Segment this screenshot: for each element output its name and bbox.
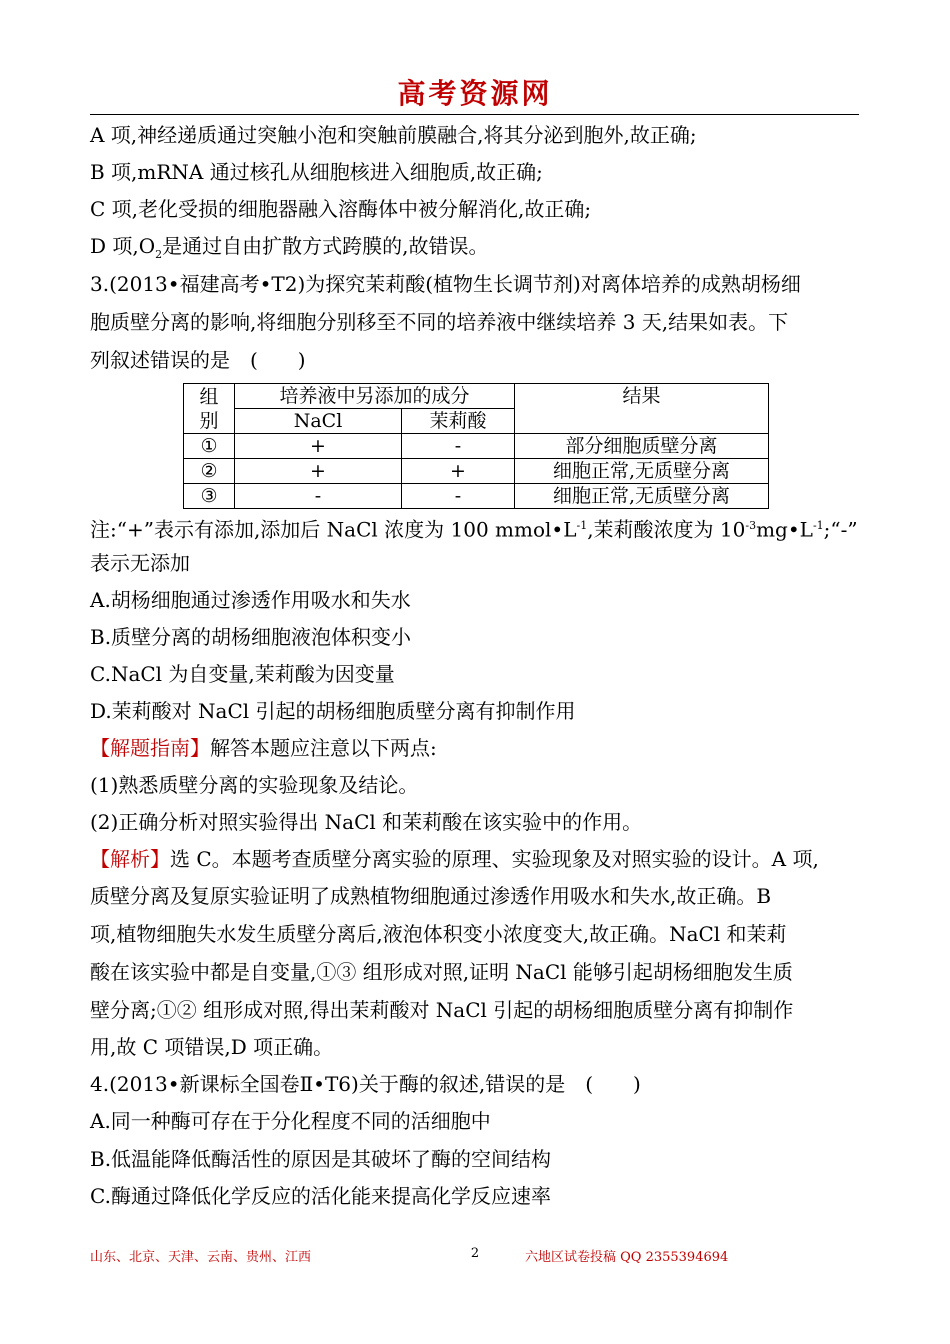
question-4-option-a: A.同一种酶可存在于分化程度不同的活细胞中 bbox=[90, 1109, 491, 1133]
question-3-line-3: 列叙述错误的是 ( ) bbox=[90, 348, 306, 372]
analysis-line-2: 质壁分离及复原实验证明了成熟植物细胞通过渗透作用吸水和失水,故正确。B bbox=[90, 884, 772, 908]
table-row bbox=[184, 484, 769, 509]
answer-line-a: A 项,神经递质通过突触小泡和突触前膜融合,将其分泌到胞外,故正确; bbox=[90, 123, 697, 147]
analysis-line-3: 项,植物细胞失水发生质壁分离后,液泡体积变小浓度变大,故正确。NaCl 和茉莉 bbox=[90, 922, 787, 946]
table-note-line-1 bbox=[90, 512, 860, 544]
guide-tag: 【解题指南】 bbox=[90, 736, 210, 760]
footer-contact: 六地区试卷投稿 QQ 2355394694 bbox=[525, 1250, 729, 1265]
analysis-line-6: 用,故 C 项错误,D 项正确。 bbox=[90, 1035, 334, 1059]
table-row bbox=[184, 434, 769, 459]
answer-d-prefix: D 项,O bbox=[90, 234, 156, 258]
question-4-option-b: B.低温能降低酶活性的原因是其破坏了酶的空间结构 bbox=[90, 1147, 552, 1171]
site-logo: 高考资源网 bbox=[397, 77, 553, 110]
note-part-3: mg•L bbox=[756, 517, 813, 542]
answer-line-b: B 项,mRNA 通过核孔从细胞核进入细胞质,故正确; bbox=[90, 160, 543, 184]
note-part-2: ,茉莉酸浓度为 10 bbox=[587, 517, 746, 542]
table-note-line-2: 表示无添加 bbox=[90, 551, 190, 575]
row-nacl: - bbox=[235, 484, 402, 509]
answer-line-d bbox=[90, 232, 860, 269]
row-nacl: + bbox=[235, 459, 402, 484]
table-header-group bbox=[184, 384, 235, 434]
row-jasmonic: - bbox=[402, 484, 515, 509]
analysis-tag: 【解析】 bbox=[90, 847, 170, 871]
footer-regions: 山东、北京、天津、云南、贵州、江西 bbox=[90, 1250, 312, 1265]
note-part-1: 注:“+”表示有添加,添加后 NaCl 浓度为 100 mmol•L bbox=[90, 517, 577, 542]
row-result: 细胞正常,无质壁分离 bbox=[515, 484, 769, 509]
oxygen-subscript: 2 bbox=[155, 248, 163, 261]
header-divider bbox=[90, 114, 859, 115]
row-group: ② bbox=[184, 459, 235, 484]
guide-line bbox=[90, 734, 860, 762]
table-header-result: 结果 bbox=[515, 384, 769, 434]
guide-text: 解答本题应注意以下两点: bbox=[210, 736, 437, 760]
question-4: 4.(2013•新课标全国卷Ⅱ•T6)关于酶的叙述,错误的是 ( ) bbox=[90, 1072, 641, 1096]
row-result: 细胞正常,无质壁分离 bbox=[515, 459, 769, 484]
group-label-1: 组 bbox=[199, 385, 219, 408]
table-header-jasmonic: 茉莉酸 bbox=[402, 409, 515, 434]
table-header-added: 培养液中另添加的成分 bbox=[235, 384, 515, 409]
option-c: C.NaCl 为自变量,茉莉酸为因变量 bbox=[90, 662, 395, 686]
note-part-4: ;“-” bbox=[823, 517, 858, 542]
row-jasmonic: + bbox=[402, 459, 515, 484]
analysis-line-1 bbox=[90, 845, 860, 873]
answer-line-c: C 项,老化受损的细胞器融入溶酶体中被分解消化,故正确; bbox=[90, 197, 592, 221]
note-sup-3: -1 bbox=[812, 519, 824, 532]
analysis-line-5: 壁分离;①② 组形成对照,得出茉莉酸对 NaCl 引起的胡杨细胞质壁分离有抑制作 bbox=[90, 998, 794, 1022]
analysis-line-4: 酸在该实验中都是自变量,①③ 组形成对照,证明 NaCl 能够引起胡杨细胞发生质 bbox=[90, 960, 793, 984]
answer-d-suffix: 是通过自由扩散方式跨膜的,故错误。 bbox=[162, 234, 489, 258]
question-4-option-c: C.酶通过降低化学反应的活化能来提高化学反应速率 bbox=[90, 1184, 551, 1208]
page-number: 2 bbox=[470, 1246, 480, 1261]
note-sup-1: -1 bbox=[576, 519, 588, 532]
analysis-text-1: 选 C。本题考查质壁分离实验的原理、实验现象及对照实验的设计。A 项, bbox=[170, 847, 819, 871]
option-d: D.茉莉酸对 NaCl 引起的胡杨细胞质壁分离有抑制作用 bbox=[90, 699, 576, 723]
group-label-2: 别 bbox=[199, 409, 219, 432]
question-3-line-2: 胞质壁分离的影响,将细胞分别移至不同的培养液中继续培养 3 天,结果如表。下 bbox=[90, 310, 789, 334]
results-table bbox=[183, 383, 769, 509]
guide-point-1: (1)熟悉质壁分离的实验现象及结论。 bbox=[90, 773, 419, 797]
option-b: B.质壁分离的胡杨细胞液泡体积变小 bbox=[90, 625, 412, 649]
row-nacl: + bbox=[235, 434, 402, 459]
row-group: ③ bbox=[184, 484, 235, 509]
guide-point-2: (2)正确分析对照实验得出 NaCl 和茉莉酸在该实验中的作用。 bbox=[90, 810, 643, 834]
question-3-line-1: 3.(2013•福建高考•T2)为探究茉莉酸(植物生长调节剂)对离体培养的成熟胡杨细 bbox=[90, 272, 801, 296]
row-group: ① bbox=[184, 434, 235, 459]
table-header-nacl: NaCl bbox=[235, 409, 402, 434]
option-a: A.胡杨细胞通过渗透作用吸水和失水 bbox=[90, 588, 411, 612]
row-result: 部分细胞质壁分离 bbox=[515, 434, 769, 459]
table-row bbox=[184, 459, 769, 484]
row-jasmonic: - bbox=[402, 434, 515, 459]
note-sup-2: -3 bbox=[745, 519, 757, 532]
